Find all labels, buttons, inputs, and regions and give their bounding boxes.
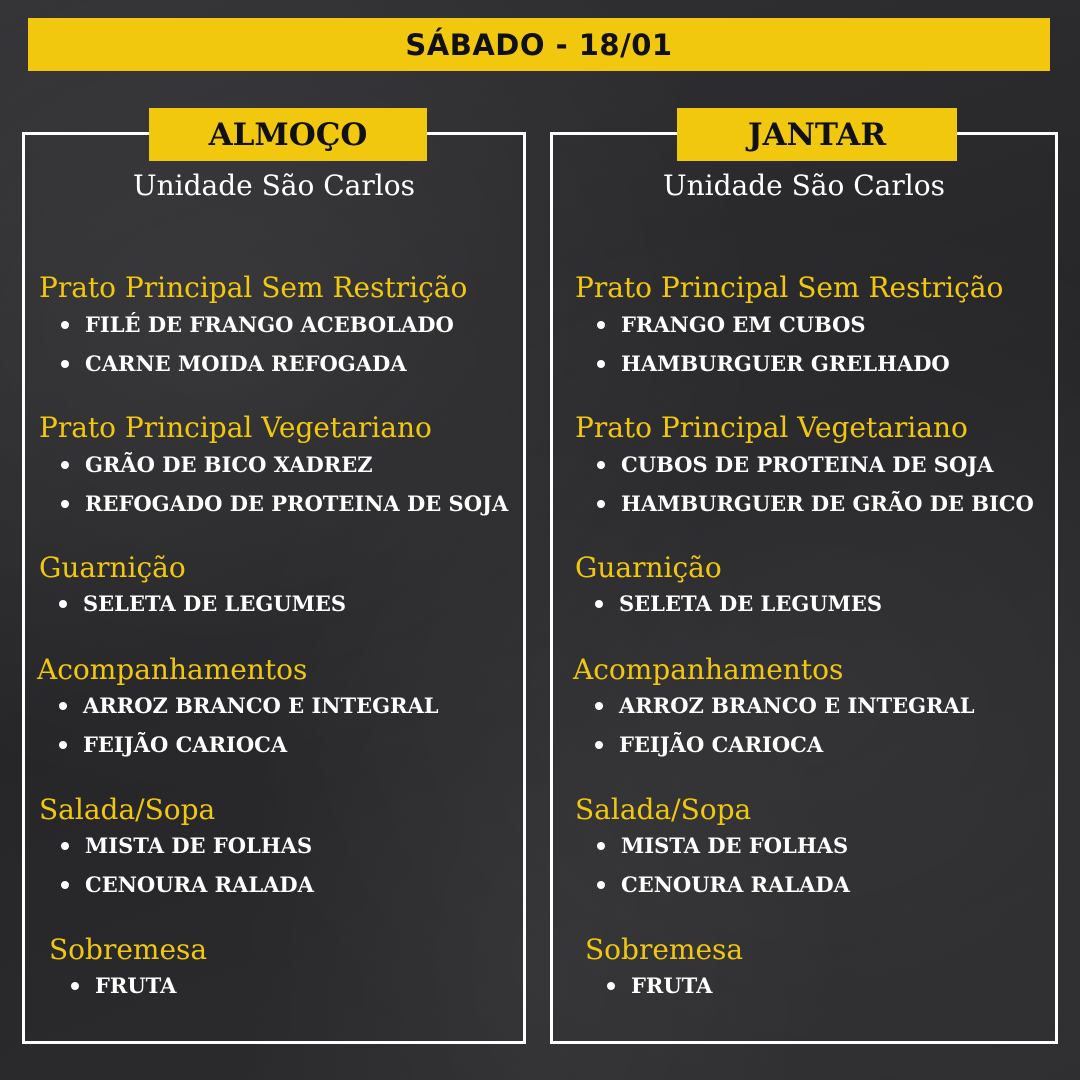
- dinner-sides-title: Acompanhamentos: [573, 653, 844, 686]
- bullet-dot-icon: [59, 741, 67, 749]
- lunch-dessert-title: Sobremesa: [49, 933, 208, 966]
- bullet-dot-icon: [61, 321, 69, 329]
- bullet-dot-icon: [597, 360, 605, 368]
- list-item: FRUTA: [607, 973, 712, 998]
- dinner-garnish-title: Guarnição: [575, 551, 722, 584]
- date-label: SÁBADO - 18/01: [405, 27, 673, 62]
- dinner-salad-title: Salada/Sopa: [575, 793, 752, 826]
- list-item: REFOGADO DE PROTEINA DE SOJA: [61, 491, 508, 516]
- list-item: ARROZ BRANCO E INTEGRAL: [59, 693, 439, 718]
- bullet-dot-icon: [595, 702, 603, 710]
- list-item: HAMBURGUER DE GRÃO DE BICO: [597, 491, 1034, 516]
- list-item: FEIJÃO CARIOCA: [595, 732, 823, 757]
- lunch-main-title: Prato Principal Sem Restrição: [39, 271, 468, 304]
- bullet-dot-icon: [597, 461, 605, 469]
- list-item: CENOURA RALADA: [61, 872, 314, 897]
- bullet-dot-icon: [595, 741, 603, 749]
- list-item: MISTA DE FOLHAS: [61, 833, 312, 858]
- dinner-panel: [550, 116, 1058, 1044]
- list-item: CENOURA RALADA: [597, 872, 850, 897]
- list-item: SELETA DE LEGUMES: [595, 591, 882, 616]
- bullet-dot-icon: [597, 500, 605, 508]
- list-item: SELETA DE LEGUMES: [59, 591, 346, 616]
- lunch-salad-title: Salada/Sopa: [39, 793, 216, 826]
- bullet-dot-icon: [61, 881, 69, 889]
- lunch-sides-title: Acompanhamentos: [37, 653, 308, 686]
- list-item: ARROZ BRANCO E INTEGRAL: [595, 693, 975, 718]
- bullet-dot-icon: [71, 982, 79, 990]
- list-item: GRÃO DE BICO XADREZ: [61, 452, 373, 477]
- bullet-dot-icon: [597, 881, 605, 889]
- bullet-dot-icon: [61, 461, 69, 469]
- list-item: FEIJÃO CARIOCA: [59, 732, 287, 757]
- bullet-dot-icon: [59, 702, 67, 710]
- dinner-main-title: Prato Principal Sem Restrição: [575, 271, 1004, 304]
- bullet-dot-icon: [597, 842, 605, 850]
- bullet-dot-icon: [61, 500, 69, 508]
- date-banner: [28, 18, 1050, 71]
- lunch-unit: Unidade São Carlos: [133, 169, 415, 202]
- bullet-dot-icon: [61, 842, 69, 850]
- list-item: CUBOS DE PROTEINA DE SOJA: [597, 452, 993, 477]
- bullet-dot-icon: [595, 600, 603, 608]
- lunch-panel: [22, 116, 526, 1044]
- list-item: FILÉ DE FRANGO ACEBOLADO: [61, 312, 454, 337]
- list-item: FRUTA: [71, 973, 176, 998]
- lunch-veg-title: Prato Principal Vegetariano: [39, 411, 432, 444]
- lunch-label: ALMOÇO: [149, 108, 427, 161]
- bullet-dot-icon: [607, 982, 615, 990]
- bullet-dot-icon: [61, 360, 69, 368]
- bullet-dot-icon: [59, 600, 67, 608]
- bullet-dot-icon: [597, 321, 605, 329]
- dinner-unit: Unidade São Carlos: [663, 169, 945, 202]
- dinner-label: JANTAR: [677, 108, 957, 161]
- list-item: FRANGO EM CUBOS: [597, 312, 866, 337]
- list-item: CARNE MOIDA REFOGADA: [61, 351, 407, 376]
- dinner-veg-title: Prato Principal Vegetariano: [575, 411, 968, 444]
- lunch-garnish-title: Guarnição: [39, 551, 186, 584]
- dinner-dessert-title: Sobremesa: [585, 933, 744, 966]
- list-item: MISTA DE FOLHAS: [597, 833, 848, 858]
- list-item: HAMBURGUER GRELHADO: [597, 351, 950, 376]
